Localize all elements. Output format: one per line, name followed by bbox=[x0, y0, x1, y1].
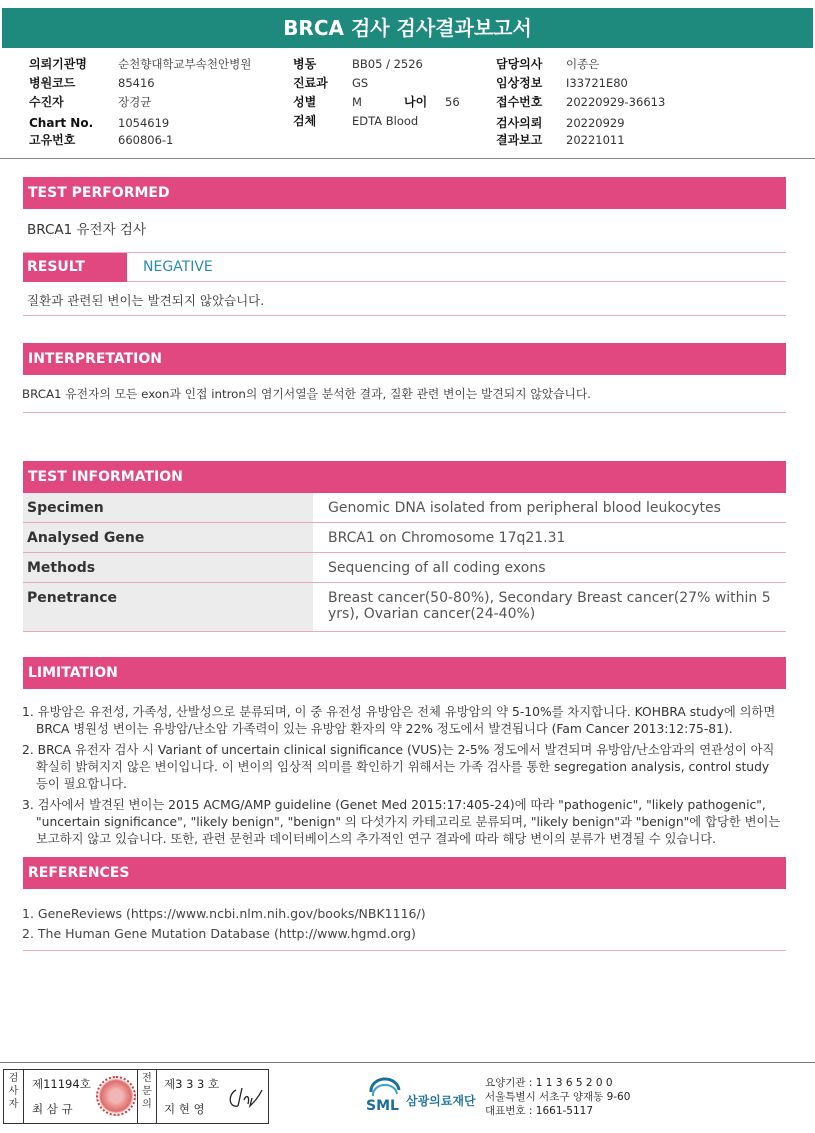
signature-box bbox=[3, 1069, 269, 1124]
info-value-methods: Sequencing of all coding exons bbox=[313, 553, 786, 583]
header-label-clinical-info: 임상정보 bbox=[496, 76, 543, 90]
section-test-information-heading: TEST INFORMATION bbox=[23, 461, 786, 493]
header-value-ward: BB05 / 2526 bbox=[352, 57, 423, 71]
header-value-chart-no: 1054619 bbox=[118, 116, 170, 130]
references-underline bbox=[23, 950, 786, 951]
header-value-specimen: EDTA Blood bbox=[352, 114, 419, 128]
header-value-report-date: 20221011 bbox=[566, 133, 625, 147]
result-label: RESULT bbox=[23, 253, 127, 282]
section-interpretation-heading: INTERPRETATION bbox=[23, 343, 786, 375]
tester-number: 제11194호 bbox=[32, 1077, 91, 1091]
footer-info-line: 요양기관 : 1 1 3 6 5 2 0 0 bbox=[485, 1077, 613, 1089]
section-limitation-heading: LIMITATION bbox=[23, 657, 786, 689]
result-underline bbox=[23, 315, 786, 316]
info-key-methods: Methods bbox=[23, 553, 313, 583]
header-label-unique-no: 고유번호 bbox=[29, 133, 76, 147]
table-row bbox=[23, 583, 786, 632]
tester-label: 검사자 bbox=[4, 1070, 24, 1123]
header-value-clinical-info: I33721E80 bbox=[566, 76, 628, 90]
info-value-penetrance: Breast cancer(50-80%), Secondary Breast cancer(27% within 5 yrs), Ovarian cancer(24-40%) bbox=[313, 583, 786, 632]
interpretation-text: BRCA1 유전자의 모든 exon과 인접 intron의 염기서열을 분석한 결과, 질환 관련 변이는 발견되지 않았습니다. bbox=[22, 387, 592, 401]
table-row bbox=[23, 553, 786, 583]
footer-info bbox=[485, 1076, 630, 1118]
header-label-request-date: 검사의뢰 bbox=[496, 116, 543, 130]
list-item: 1. 유방암은 유전성, 가족성, 산발성으로 분류되며, 이 중 유전성 유방암은 전체 유방암의 약 5-10%를 차지합니다. KOHBRA study에 의하면 BRCA 병원성 변이는 유방암/난소암 가족력이 있는 유방암 환자의 약 22% 정도에서 발견됩니다 (Fam Cancer 2013:12:75-81). bbox=[22, 705, 776, 736]
list-item: 2. The Human Gene Mutation Database (http://www.hgmd.org) bbox=[22, 926, 416, 941]
header-label-chart-no: Chart No. bbox=[29, 116, 94, 130]
interpretation-underline bbox=[23, 412, 786, 413]
signature-icon bbox=[226, 1084, 266, 1112]
header-label-receipt-no: 접수번호 bbox=[496, 95, 543, 109]
section-references-heading: REFERENCES bbox=[23, 857, 786, 889]
header-label-hospital-code: 병원코드 bbox=[29, 76, 76, 90]
table-row bbox=[23, 493, 786, 523]
tester-name: 최 삼 규 bbox=[32, 1102, 73, 1116]
header-label-ward: 병동 bbox=[293, 57, 317, 71]
header-value-age: 56 bbox=[445, 95, 460, 109]
header-value-hospital-code: 85416 bbox=[118, 76, 155, 90]
specialist-number: 제3 3 3 호 bbox=[164, 1077, 220, 1091]
header-label-age: 나이 bbox=[404, 95, 428, 109]
footer-info-line: 서울특별시 서초구 양재동 9-60 bbox=[485, 1091, 631, 1103]
specialist-label: 전문의 bbox=[137, 1070, 157, 1123]
header-label-sex: 성별 bbox=[293, 95, 317, 109]
header-label-institution: 의뢰기관명 bbox=[29, 57, 87, 71]
header-label-department: 진료과 bbox=[293, 76, 328, 90]
list-item: 3. 검사에서 발견된 변이는 2015 ACMG/AMP guideline (Genet Med 2015:17:405-24)에 따라 "pathogenic", "likely pathogenic", "uncertain significance", "likely benign", "benign" 의 다섯가지 카테고리로 분류되며, "likely benign"과 "benign"에 합당한 변이는 보고하지 않고 있습니다. 또한, 관련 문헌과 데이터베이스의 추가적인 연구 결과에 따라 해당 변이의 분류가 변경될 수 있습니다. bbox=[22, 798, 781, 846]
info-key-specimen: Specimen bbox=[23, 493, 313, 523]
header-value-receipt-no: 20220929-36613 bbox=[566, 95, 666, 109]
test-performed-text: BRCA1 유전자 검사 bbox=[27, 222, 147, 238]
result-row bbox=[23, 252, 786, 282]
footer-info-line: 대표번호 : 1661-5117 bbox=[485, 1105, 594, 1117]
result-value: NEGATIVE bbox=[143, 259, 213, 275]
footer bbox=[0, 1062, 815, 1133]
header-value-unique-no: 660806-1 bbox=[118, 133, 174, 147]
section-test-performed-heading: TEST PERFORMED bbox=[23, 177, 786, 209]
sml-logo-text: SML bbox=[366, 1098, 399, 1114]
footer-divider bbox=[0, 1062, 815, 1063]
company-name: 삼광의료재단 bbox=[406, 1094, 476, 1108]
report-title: BRCA 검사 검사결과보고서 bbox=[2, 8, 813, 48]
header-value-request-date: 20220929 bbox=[566, 116, 625, 130]
header-label-specimen: 검체 bbox=[293, 114, 317, 128]
info-value-analysed-gene: BRCA1 on Chromosome 17q21.31 bbox=[313, 523, 786, 553]
header-label-doctor: 담당의사 bbox=[496, 57, 543, 71]
header-label-report-date: 결과보고 bbox=[496, 133, 543, 147]
header-value-department: GS bbox=[352, 76, 369, 90]
specialist-name: 지 현 영 bbox=[164, 1102, 205, 1116]
info-value-specimen: Genomic DNA isolated from peripheral blood leukocytes bbox=[313, 493, 786, 523]
header-value-institution: 순천향대학교부속천안병원 bbox=[118, 57, 252, 71]
list-item: 2. BRCA 유전자 검사 시 Variant of uncertain clinical significance (VUS)는 2-5% 정도에서 발견되며 유방암/난소암과의 연관성이 아직 확실히 밝혀지지 않은 변이입니다. 이 변이의 임상적 의미를 확인하기 위해서는 가족 검사를 통한 segregation analysis, control study 등이 필요합니다. bbox=[22, 743, 775, 791]
header-divider bbox=[0, 158, 815, 159]
seal-stamp-icon bbox=[96, 1076, 136, 1116]
result-text: 질환과 관련된 변이는 발견되지 않았습니다. bbox=[27, 293, 265, 308]
header-value-doctor: 이종은 bbox=[566, 57, 600, 71]
test-information-table bbox=[23, 493, 786, 632]
sml-logo-icon bbox=[365, 1076, 405, 1114]
table-row bbox=[23, 523, 786, 553]
header-value-patient: 장경균 bbox=[118, 95, 152, 109]
references-list bbox=[22, 904, 784, 944]
header-value-sex: M bbox=[352, 95, 362, 109]
info-key-analysed-gene: Analysed Gene bbox=[23, 523, 313, 553]
info-key-penetrance: Penetrance bbox=[23, 583, 313, 632]
limitation-list bbox=[22, 704, 784, 852]
header-label-patient: 수진자 bbox=[29, 95, 64, 109]
list-item: 1. GeneReviews (https://www.ncbi.nlm.nih.gov/books/NBK1116/) bbox=[22, 906, 426, 921]
